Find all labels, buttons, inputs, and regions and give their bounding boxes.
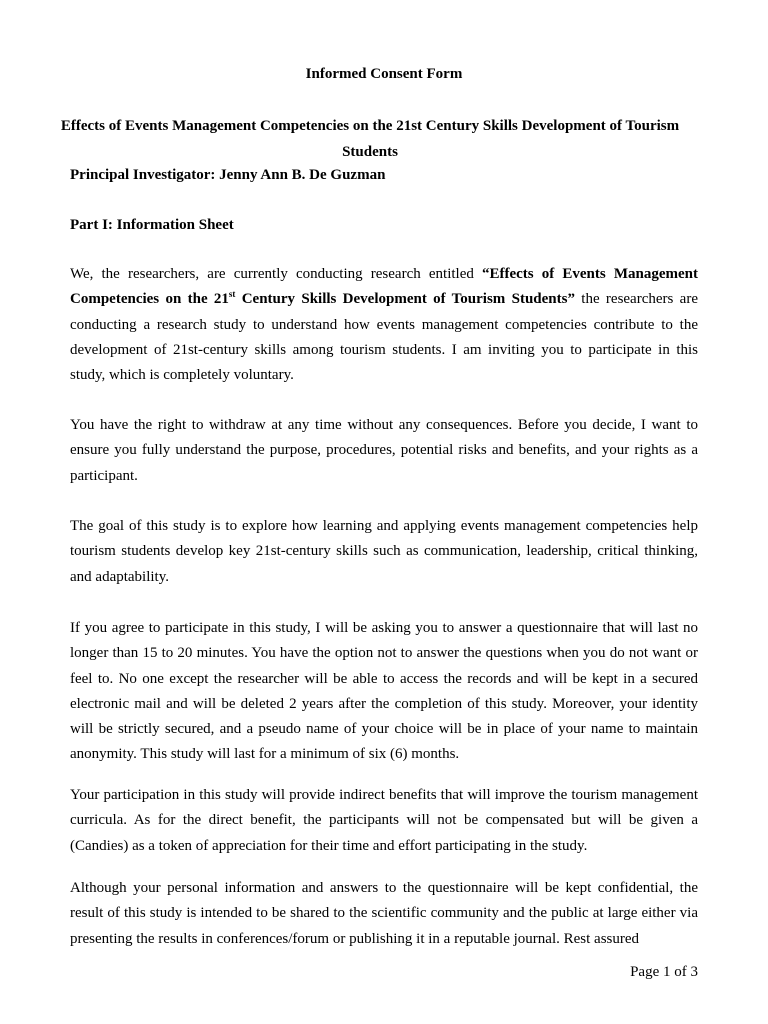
- paragraph-intro-rest: the researchers are conducting a research study to understand how events management competencies contribute to the development of 21st-century skills among tourism students. I am inviting you to participate in this study, which is completely voluntary.: [70, 291, 698, 384]
- form-title: Informed Consent Form: [305, 66, 463, 82]
- paragraph-intro: [70, 262, 698, 388]
- paragraph-benefits: Your participation in this study will provide indirect benefits that will improve the tourism management curricula. As for the direct benefit, the participants will not be compensated but will be given a (Candies) as a token of appreciation for their time and effort participating in the study.: [70, 787, 698, 854]
- part-heading: Part I: Information Sheet: [70, 217, 234, 233]
- research-title-part-b: Century Skills Development of Tourism Students”: [235, 291, 575, 308]
- paragraph-goal: The goal of this study is to explore how learning and applying events management competencies help tourism students develop key 21st-century skills such as communication, leadership, critical thinking, and adaptability.: [70, 518, 698, 585]
- page-number: Page 1 of 3: [630, 964, 698, 980]
- study-title: Effects of Events Management Competencies on the 21st Century Skills Development of Tourism Students: [60, 118, 680, 160]
- ordinal-superscript: st: [228, 289, 236, 300]
- paragraph-intro-lead: We, the researchers, are currently conducting research entitled: [70, 266, 482, 282]
- paragraph-procedure: If you agree to participate in this study, I will be asking you to answer a questionnaire that will last no longer than 15 to 20 minutes. You have the option not to answer the questions when you do not want or feel to. No one except the researcher will be able to access the records and will be kept in a secured electronic mail and will be deleted 2 years after the completion of this study. Moreover, your identity will be strictly secured, and a pseudo name of your choice will be in place of your name to maintain anonymity. This study will last for a minimum of six (6) months.: [70, 620, 698, 763]
- principal-investigator: Principal Investigator: Jenny Ann B. De Guzman: [70, 167, 386, 183]
- paragraph-confidentiality: Although your personal information and answers to the questionnaire will be kept confidential, the result of this study is intended to be shared to the scientific community and the public at large either via presenting the results in conferences/forum or publishing it in a reputable journal. Rest assured: [70, 880, 698, 947]
- paragraph-withdraw: You have the right to withdraw at any time without any consequences. Before you decide, I want to ensure you fully understand the purpose, procedures, potential risks and benefits, and your rights as a participant.: [70, 417, 698, 484]
- research-title-part-a: “Effects of Events Management Competencies on the 21: [70, 266, 698, 308]
